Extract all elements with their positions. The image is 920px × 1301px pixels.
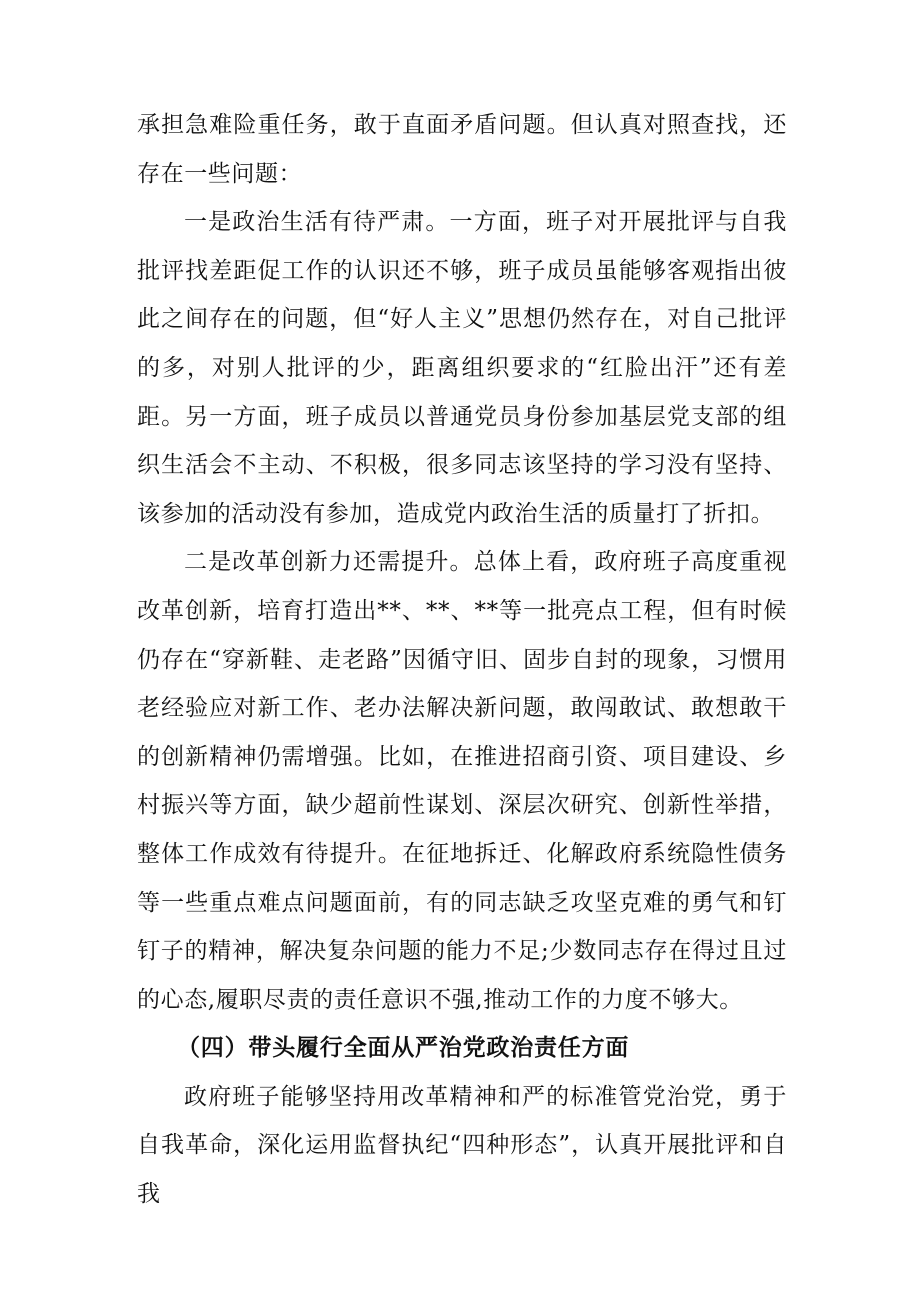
paragraph-political-life: 一是政治生活有待严肃。一方面，班子对开展批评与自我批评找差距促工作的认识还不够，班子成员虽能够客观指出彼此之间存在的问题，但“好人主义”思想仍然存在，对自己批评的多，对别人批评的少，距离组织要求的“红脸出汗”还有差距。另一方面，班子成员以普通党员身份参加基层党支部的组织生活会不主动、不积极，很多同志该坚持的学习没有坚持、该参加的活动没有参加，造成党内政治生活的质量打了折扣。	[137, 209, 787, 527]
paragraph-reform-innovation: 二是改革创新力还需提升。总体上看，政府班子高度重视改革创新，培育打造出**、**、**等一批亮点工程，但有时候仍存在“穿新鞋、走老路”因循守旧、固步自封的现象，习惯用老经验应对新工作、老办法解决新问题，敢闯敢试、敢想敢干的创新精神仍需增强。比如，在推进招商引资、项目建设、乡村振兴等方面，缺少超前性谋划、深层次研究、创新性举措，整体工作成效有待提升。在征地拆迁、化解政府系统隐性债务等一些重点难点问题面前，有的同志缺乏攻坚克难的勇气和钉钉子的精神，解决复杂问题的能力不足;少数同志存在得过且过的心态,履职尽责的责任意识不强,推动工作的力度不够大。	[137, 549, 787, 1013]
paragraph-continuation: 承担急难险重任务，敢于直面矛盾问题。但认真对照查找，还存在一些问题：	[137, 112, 787, 187]
paragraph-party-governance: 政府班子能够坚持用改革精神和严的标准管党治党，勇于自我革命，深化运用监督执纪“四种形态”，认真开展批评和自我	[137, 1083, 787, 1208]
section-heading: （四）带头履行全面从严治党政治责任方面	[177, 1035, 630, 1062]
document-body	[137, 101, 787, 1219]
